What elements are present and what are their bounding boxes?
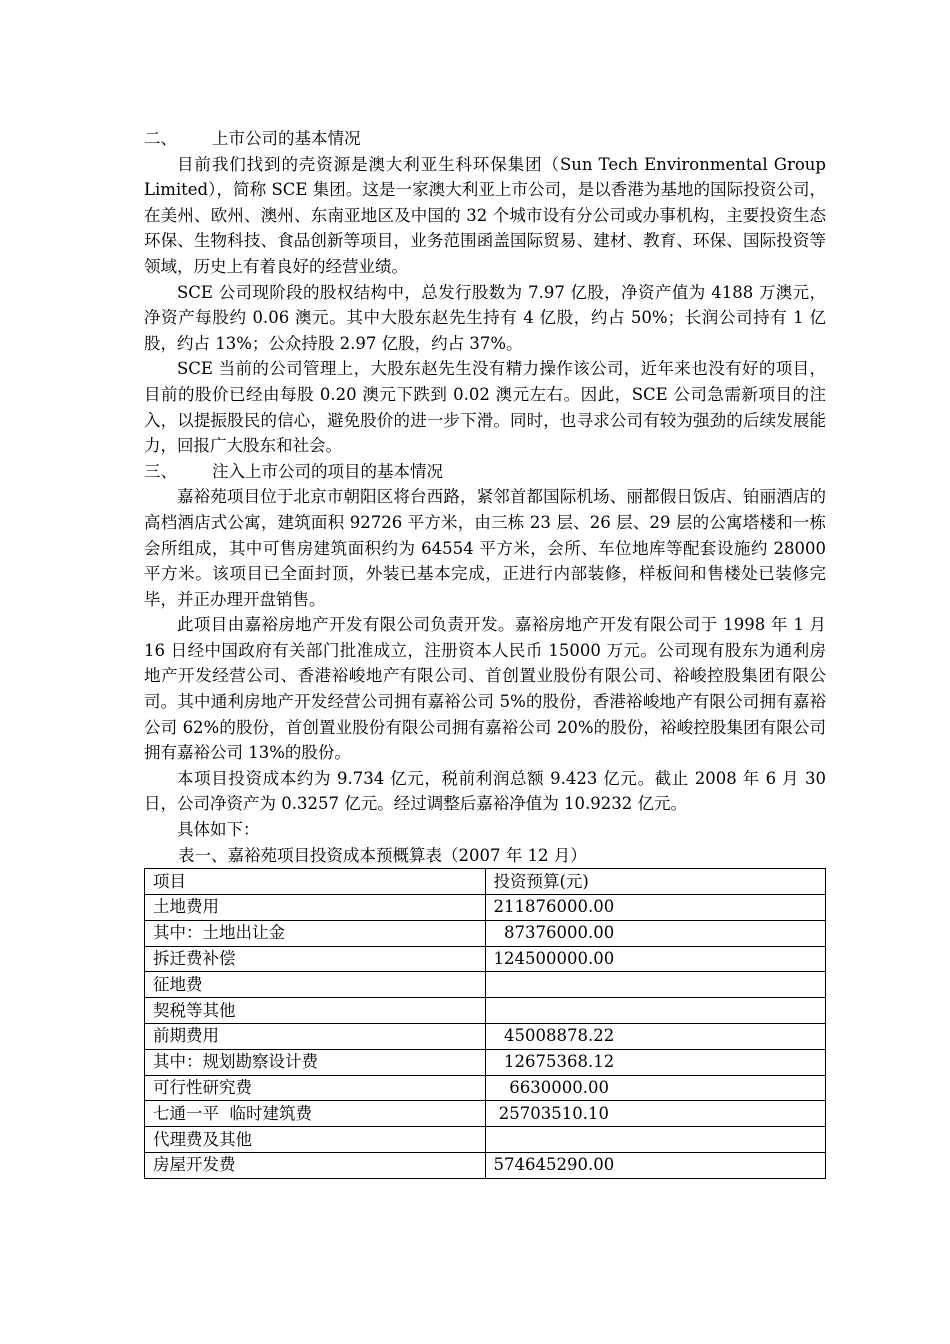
table-cell-item: 其中：规划勘察设计费 [145, 1049, 486, 1075]
table-row [145, 1127, 826, 1153]
table-cell-amount: 574645290.00 [485, 1152, 826, 1178]
table-row [145, 1049, 826, 1075]
paragraph: 嘉裕苑项目位于北京市朝阳区将台西路，紧邻首都国际机场、丽都假日饭店、铂丽酒店的高档酒店式公寓，建筑面积 92726 平方米，由三栋 23 层、26 层、29 层的公寓塔楼和一栋会所组成，其中可售房建筑面积约为 64554 平方米，会所、车位地库等配套设施约 28000 平方米。该项目已全面封顶，外装已基本完成，正进行内部装修，样板间和售楼处已装修完毕，并正办理开盘销售。 [144, 487, 826, 609]
table-row [145, 1152, 826, 1178]
table-cell-item: 前期费用 [145, 1024, 486, 1050]
section-title: 上市公司的基本情况 [212, 129, 361, 148]
table-row [145, 946, 826, 972]
table-row [145, 1075, 826, 1101]
table-cell-amount: 45008878.22 [485, 1024, 826, 1050]
table-row [145, 1024, 826, 1050]
paragraph: SCE 当前的公司管理上，大股东赵先生没有精力操作该公司，近年来也没有好的项目，目前的股价已经由每股 0.20 澳元下跌到 0.02 澳元左右。因此，SCE 公司急需新项目的注入，以提振股民的信心，避免股价的进一步下滑。同时，也寻求公司有较为强劲的后续发展能力，回报广大股东和社会。 [144, 359, 826, 456]
table-cell-item: 土地费用 [145, 895, 486, 921]
table-cell-item: 可行性研究费 [145, 1075, 486, 1101]
table-cell-amount [485, 1127, 826, 1153]
cost-estimate-table [144, 868, 826, 1179]
table-header-cell: 投资预算(元) [485, 869, 826, 895]
section-number: 三、 [144, 461, 177, 481]
table-row [145, 895, 826, 921]
table-row [145, 1101, 826, 1127]
table-cell-amount: 211876000.00 [485, 895, 826, 921]
paragraph: 本项目投资成本约为 9.734 亿元，税前利润总额 9.423 亿元。截止 2008 年 6 月 30 日，公司净资产为 0.3257 亿元。经过调整后嘉裕净值为 10.9232 亿元。 [144, 768, 826, 814]
section-heading-3 [144, 459, 826, 485]
table-cell-item: 七通一平 临时建筑费 [145, 1101, 486, 1127]
table-header-cell: 项目 [145, 869, 486, 895]
table-row [145, 972, 826, 998]
document-page [144, 126, 826, 1179]
section-heading-2 [144, 126, 826, 152]
table-cell-amount [485, 998, 826, 1024]
table-cell-item: 其中：土地出让金 [145, 920, 486, 946]
paragraph: SCE 公司现阶段的股权结构中，总发行股数为 7.97 亿股，净资产值为 4188 万澳元，净资产每股约 0.06 澳元。其中大股东赵先生持有 4 亿股，约占 50%；长润公司持有 1 亿股，约占 13%；公众持股 2.97 亿股，约占 37%。 [144, 282, 826, 353]
table-cell-item: 契税等其他 [145, 998, 486, 1024]
table-cell-amount: 87376000.00 [485, 920, 826, 946]
section-number: 二、 [144, 129, 177, 148]
table-row [145, 920, 826, 946]
table-cell-amount: 25703510.10 [485, 1101, 826, 1127]
table-row [145, 998, 826, 1024]
table-cell-item: 代理费及其他 [145, 1127, 486, 1153]
table-caption: 表一、嘉裕苑项目投资成本预概算表（2007 年 12 月） [178, 845, 587, 865]
table-cell-item: 拆迁费补偿 [145, 946, 486, 972]
table-cell-item: 征地费 [145, 972, 486, 998]
section-title: 注入上市公司的项目的基本情况 [212, 461, 443, 481]
paragraph: 具体如下： [177, 820, 260, 840]
table-cell-amount: 124500000.00 [485, 946, 826, 972]
table-cell-amount: 6630000.00 [485, 1075, 826, 1101]
table-cell-amount [485, 972, 826, 998]
table-cell-amount: 12675368.12 [485, 1049, 826, 1075]
paragraph: 此项目由嘉裕房地产开发有限公司负责开发。嘉裕房地产开发有限公司于 1998 年 1 月 16 日经中国政府有关部门批准成立，注册资本人民币 15000 万元。公司现有股东为通利房地产开发经营公司、香港裕峻地产有限公司、首创置业股份有限公司、裕峻控股集团有限公司。其中通利房地产开发经营公司拥有嘉裕公司 5%的股份，香港裕峻地产有限公司拥有嘉裕公司 62%的股份，首创置业股份有限公司拥有嘉裕公司 20%的股份，裕峻控股集团有限公司拥有嘉裕公司 13%的股份。 [144, 615, 826, 763]
paragraph: 目前我们找到的壳资源是澳大利亚生科环保集团（Sun Tech Environmental Group Limited），简称 SCE 集团。这是一家澳大利亚上市公司，是以香港为基地的国际投资公司，在美州、欧州、澳州、东南亚地区及中国的 32 个城市设有分公司或办事机构，主要投资生态环保、生物科技、食品创新等项目，业务范围函盖国际贸易、建材、教育、环保、国际投资等领域，历史上有着良好的经营业绩。 [144, 154, 826, 276]
table-header-row [145, 869, 826, 895]
table-cell-item: 房屋开发费 [145, 1152, 486, 1178]
